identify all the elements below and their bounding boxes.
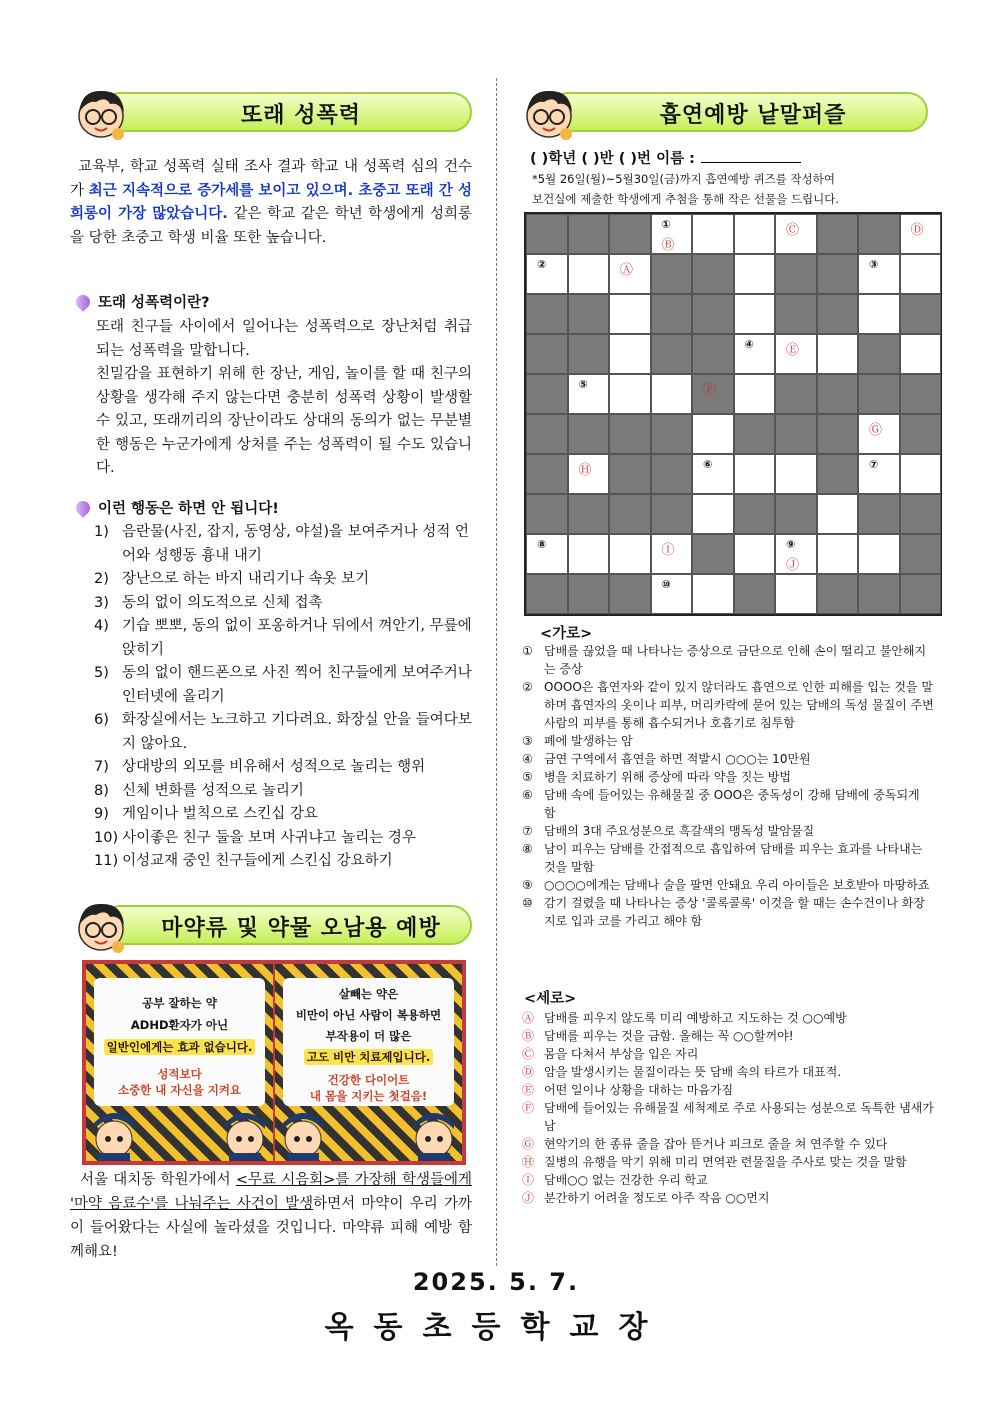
crossword-block-cell <box>651 334 693 374</box>
section-banner-drug-prevention <box>70 895 472 945</box>
student-info-label: ( )학년 ( )반 ( )번 이름 : <box>530 151 695 167</box>
poster-line: 건강한 다이어트 <box>327 1073 410 1087</box>
crossword-answer-cell[interactable] <box>609 374 651 414</box>
crossword-grid <box>524 212 942 616</box>
crossword-block-cell <box>775 374 817 414</box>
crossword-answer-cell[interactable] <box>734 454 776 494</box>
crossword-block-cell <box>609 414 651 454</box>
crossword-block-cell <box>568 214 610 254</box>
school-principal: 옥동초등학교장 <box>324 1310 668 1345</box>
crossword-block-cell <box>817 254 859 294</box>
crossword-answer-cell[interactable] <box>609 254 651 294</box>
section-banner-smoking-puzzle <box>518 82 928 132</box>
clue-text: 병을 치료하기 위해 증상에 따라 약을 짓는 방법 <box>544 770 791 784</box>
rule-text: 화장실에서는 노크하고 기다려요. 화장실 안을 들여다보지 않아요. <box>122 712 472 752</box>
crossword-answer-cell[interactable] <box>900 334 942 374</box>
rule-item <box>94 756 472 780</box>
crossword-block-cell <box>651 254 693 294</box>
poster-line: 살빼는 약은 <box>338 987 399 1001</box>
clue-text: 몸을 다쳐서 부상을 입은 자리 <box>544 1047 699 1061</box>
clue-text: 담배의 3대 주요성분으로 흑갈색의 맹독성 발암물질 <box>544 824 815 838</box>
banner-title: 흡연예방 낱말퍼즐 <box>659 103 847 128</box>
rule-item <box>94 850 472 874</box>
crossword-block-cell <box>692 254 734 294</box>
crossword-answer-cell[interactable] <box>692 414 734 454</box>
clue-item <box>522 768 934 786</box>
clue-key: Ⓗ <box>522 1155 535 1169</box>
clue-letter: Ⓗ <box>578 463 592 478</box>
clue-key: Ⓖ <box>522 1137 535 1151</box>
clue-key: Ⓒ <box>522 1047 535 1061</box>
crossword-answer-cell[interactable] <box>692 214 734 254</box>
clue-number: ③ <box>869 258 879 271</box>
crossword-block-cell <box>526 494 568 534</box>
clue-key: Ⓙ <box>522 1191 535 1205</box>
clue-letter: Ⓓ <box>910 223 924 238</box>
clue-key: ⑩ <box>522 896 533 910</box>
crossword-block-cell <box>858 494 900 534</box>
crossword-answer-cell[interactable] <box>858 534 900 574</box>
crossword-answer-cell[interactable] <box>900 454 942 494</box>
police-cartoon-icon <box>219 1103 271 1161</box>
crossword-answer-cell[interactable] <box>775 334 817 374</box>
crossword-answer-cell[interactable] <box>651 374 693 414</box>
subheading-text: 이런 행동은 하면 안 됩니다! <box>98 501 279 517</box>
clue-text: 담배를 끊었을 때 나타나는 증상으로 금단으로 인해 손이 떨리고 불안해지는 증상 <box>544 644 927 676</box>
clue-number: ④ <box>744 338 754 351</box>
rule-number: 7) <box>94 759 109 775</box>
crossword-block-cell <box>692 294 734 334</box>
rule-text: 음란물(사진, 잡지, 동영상, 야설)을 보여주거나 성적 언어와 성행동 흉내 내기 <box>122 524 469 564</box>
crossword-block-cell <box>734 574 776 614</box>
crossword-answer-cell[interactable] <box>734 294 776 334</box>
clue-key: ⑤ <box>522 770 533 784</box>
clue-item <box>522 1027 934 1045</box>
clue-text: 감기 걸렸을 때 나타나는 증상 '콜록콜록' 이것을 할 때는 손수건이나 화장지로 입과 코를 가리고 해야 함 <box>544 896 925 928</box>
poster-line: 비만이 아닌 사람이 복용하면 <box>295 1008 442 1022</box>
banner-title: 마약류 및 약물 오남용 예방 <box>161 916 441 941</box>
rule-number: 11) <box>94 853 119 869</box>
clue-text: 현악기의 한 종류 줄을 잡아 뜯거나 피크로 줄을 쳐 연주할 수 있다 <box>544 1137 888 1151</box>
gem-bullet-icon <box>73 292 93 312</box>
crossword-block-cell <box>609 214 651 254</box>
crossword-block-cell <box>734 494 776 534</box>
crossword-block-cell <box>692 534 734 574</box>
subheading-text: 또래 성폭력이란? <box>98 295 210 311</box>
drug-text-b: 하면서 마약이 우리 가까이 들어왔다는 사실에 놀라셨을 것입니다. 마약류 피해 예방 함께해요! <box>70 1196 472 1260</box>
clue-number: ⑥ <box>703 458 713 471</box>
poster-line: 내 몸을 지키는 첫걸음! <box>309 1089 428 1103</box>
clue-key: Ⓘ <box>522 1173 535 1187</box>
rule-text: 장난으로 하는 바지 내리기나 속옷 보기 <box>122 571 370 587</box>
clue-number: ⑦ <box>869 458 879 471</box>
crossword-answer-cell[interactable] <box>817 494 859 534</box>
column-divider <box>496 78 497 1266</box>
crossword-block-cell <box>568 294 610 334</box>
drug-text-a: 서울 대치동 학원가에서 <box>80 1172 236 1188</box>
clue-item <box>522 822 934 840</box>
across-clues <box>522 642 934 930</box>
poster-highlight: 일반인에게는 효과 없습니다. <box>104 1039 256 1055</box>
crossword-block-cell <box>775 414 817 454</box>
crossword-answer-cell[interactable] <box>568 374 610 414</box>
definition-paragraph-2: 친밀감을 표현하기 위해 한 장난, 게임, 놀이를 할 때 친구의 상황을 생각해 주지 않는다면 충분히 성폭력 상황이 발생할 수 있고, 또래끼리의 장난이라도 상대의 동의가 없는 무분별한 행동은 누군가에게 상처를 주는 성폭력이 될 수도 있습니다. <box>96 366 472 476</box>
clue-item <box>522 750 934 768</box>
crossword-block-cell <box>817 574 859 614</box>
clue-item <box>522 894 934 930</box>
crossword-block-cell <box>817 214 859 254</box>
crossword-answer-cell[interactable] <box>734 334 776 374</box>
clue-key: ⑥ <box>522 788 533 802</box>
quiz-note-1: *5월 26일(월)~5월30일(금)까지 흡연예방 퀴즈를 작성하여 <box>532 172 835 186</box>
crossword-block-cell <box>568 494 610 534</box>
clue-key: ④ <box>522 752 533 766</box>
rule-number: 8) <box>94 782 109 799</box>
crossword-block-cell <box>734 414 776 454</box>
crossword-answer-cell[interactable] <box>775 454 817 494</box>
subheading-dont <box>76 497 279 518</box>
rule-number: 10) <box>94 829 119 846</box>
clue-key: ⑧ <box>522 842 533 856</box>
clue-number: ⑤ <box>578 378 588 391</box>
student-info-line <box>530 147 801 168</box>
drug-news-paragraph <box>70 1168 472 1264</box>
police-cartoon-icon <box>88 1103 140 1161</box>
clue-text: 담배 속에 들어있는 유해물질 중 OOO은 중독성이 강해 담배에 중독되게 함 <box>544 788 920 820</box>
clue-number: ⑩ <box>661 578 671 591</box>
crossword-answer-cell[interactable] <box>609 534 651 574</box>
rule-text: 이성교재 중인 친구들에게 스킨십 강요하기 <box>122 853 393 869</box>
crossword-block-cell <box>775 254 817 294</box>
clue-text: 폐에 발생하는 암 <box>544 734 633 748</box>
rule-item <box>94 662 472 709</box>
crossword-answer-cell[interactable] <box>651 214 693 254</box>
crossword-block-cell <box>609 494 651 534</box>
rule-text: 동의 없이 의도적으로 신체 접촉 <box>122 594 323 611</box>
clue-text: 분간하기 어려울 정도로 아주 작음 ○○먼지 <box>544 1191 770 1205</box>
clue-letter: Ⓙ <box>786 558 800 573</box>
crossword-answer-cell[interactable] <box>692 494 734 534</box>
down-heading: <세로> <box>524 991 577 1007</box>
rule-number: 6) <box>94 712 109 728</box>
clue-item <box>522 840 934 876</box>
poster-line: 성적보다 <box>157 1067 202 1081</box>
crossword-answer-cell[interactable] <box>692 574 734 614</box>
across-heading: <가로> <box>540 626 593 642</box>
rule-text: 동의 없이 핸드폰으로 사진 찍어 친구들에게 보여주거나 인터넷에 올리기 <box>122 665 472 705</box>
clue-text: ○○○○에게는 담배나 술을 팔면 안돼요 우리 아이들은 보호받아 마땅하죠 <box>544 878 930 892</box>
rule-number: 2) <box>94 571 109 587</box>
crossword-block-cell <box>858 374 900 414</box>
crossword-block-cell <box>775 294 817 334</box>
intro-text-1: 교육부, 학교 성폭력 실태 조사 결과 학교 내 성폭력 심의 건수가 <box>70 159 472 199</box>
clue-number: ⑨ <box>786 538 796 551</box>
crossword-block-cell <box>651 454 693 494</box>
clue-item <box>522 1171 934 1189</box>
crossword-block-cell <box>526 334 568 374</box>
rules-list <box>94 521 472 874</box>
clue-item <box>522 732 934 750</box>
crossword-answer-cell[interactable] <box>734 214 776 254</box>
crossword-block-cell <box>900 534 942 574</box>
crossword-answer-cell[interactable] <box>775 574 817 614</box>
crossword-block-cell <box>651 414 693 454</box>
crossword-block-cell <box>609 574 651 614</box>
rule-text: 상대방의 외모를 비유해서 성적으로 놀리는 행위 <box>122 759 426 775</box>
drug-posters <box>82 960 466 1165</box>
rule-number: 4) <box>94 618 109 634</box>
clue-item <box>522 642 934 678</box>
crossword-block-cell <box>900 294 942 334</box>
crossword-answer-cell[interactable] <box>651 574 693 614</box>
rule-text: 게임이나 벌칙으로 스킨십 강요 <box>122 806 318 822</box>
intro-highlight: 최근 지속적으로 증가세를 보이고 있으며. 초중고 또래 간 성희롱이 가장 많았습니다. <box>70 182 472 222</box>
clue-letter: Ⓕ <box>703 383 717 398</box>
crossword-block-cell <box>858 214 900 254</box>
crossword-answer-cell[interactable] <box>858 254 900 294</box>
crossword-answer-cell[interactable] <box>568 534 610 574</box>
clue-item <box>522 1189 934 1207</box>
crossword-block-cell <box>526 374 568 414</box>
crossword-answer-cell[interactable] <box>734 254 776 294</box>
rule-item <box>94 780 472 804</box>
quiz-note-2: 보건실에 제출한 학생에게 추첨을 통해 작은 선물을 드립니다. <box>532 192 839 206</box>
clue-key: Ⓕ <box>522 1101 535 1115</box>
crossword-block-cell <box>900 574 942 614</box>
crossword-block-cell <box>900 374 942 414</box>
crossword-answer-cell[interactable] <box>692 454 734 494</box>
clue-number: ② <box>537 258 547 271</box>
boy-mascot-icon <box>70 895 132 957</box>
rule-item <box>94 568 472 592</box>
poster-adhd-drug <box>86 964 273 1161</box>
clue-key: Ⓔ <box>522 1083 535 1097</box>
crossword-block-cell <box>817 294 859 334</box>
crossword-block-cell <box>900 494 942 534</box>
rule-number: 3) <box>94 594 109 611</box>
crossword-block-cell <box>568 414 610 454</box>
crossword-block-cell <box>775 494 817 534</box>
clue-text: 담배○○ 없는 건강한 우리 학교 <box>544 1173 708 1187</box>
clue-key: Ⓑ <box>522 1029 535 1043</box>
crossword-answer-cell[interactable] <box>609 294 651 334</box>
poster-highlight: 고도 비만 치료제입니다. <box>304 1049 433 1065</box>
crossword-answer-cell[interactable] <box>775 214 817 254</box>
intro-text-2: 같은 학교 같은 학년 학생에게 성희롱을 당한 초중고 학생 비율 또한 높습니다. <box>70 206 472 246</box>
police-cartoon-icon <box>408 1103 460 1161</box>
crossword-answer-cell[interactable] <box>568 254 610 294</box>
poster-line: 공부 잘하는 약 <box>142 996 217 1010</box>
crossword-block-cell <box>651 494 693 534</box>
clue-letter: Ⓖ <box>869 423 883 438</box>
crossword-answer-cell[interactable] <box>858 414 900 454</box>
rule-item <box>94 803 472 827</box>
crossword-answer-cell[interactable] <box>526 534 568 574</box>
rule-item <box>94 709 472 756</box>
crossword-block-cell <box>692 374 734 414</box>
crossword-answer-cell[interactable] <box>734 534 776 574</box>
crossword-answer-cell[interactable] <box>651 534 693 574</box>
name-blank[interactable] <box>701 149 801 163</box>
rule-text: 기습 뽀뽀, 동의 없이 포옹하거나 뒤에서 껴안기, 무릎에 앉히기 <box>122 618 472 658</box>
clue-text: 담배를 피우는 것을 금함. 올해는 꼭 ○○할꺼야! <box>544 1029 794 1043</box>
intro-paragraph <box>70 156 472 250</box>
clue-item <box>522 1099 934 1135</box>
crossword-answer-cell[interactable] <box>817 534 859 574</box>
crossword-block-cell <box>568 334 610 374</box>
rule-text: 신체 변화를 성적으로 놀리기 <box>122 782 304 799</box>
clue-key: ⑨ <box>522 878 533 892</box>
clue-item <box>522 876 934 894</box>
rule-number: 9) <box>94 806 109 822</box>
crossword-answer-cell[interactable] <box>858 294 900 334</box>
crossword-answer-cell[interactable] <box>568 454 610 494</box>
clue-key: ③ <box>522 734 533 748</box>
rule-item <box>94 615 472 662</box>
crossword-answer-cell[interactable] <box>775 534 817 574</box>
clue-number: ① <box>661 218 671 231</box>
clue-number: ⑧ <box>537 538 547 551</box>
rule-number: 5) <box>94 665 109 681</box>
crossword-block-cell <box>900 414 942 454</box>
poster-text-box <box>283 978 454 1106</box>
crossword-block-cell <box>609 454 651 494</box>
poster-text-box <box>94 978 265 1106</box>
clue-item <box>522 786 934 822</box>
crossword-block-cell <box>817 414 859 454</box>
clue-letter: Ⓘ <box>661 543 675 558</box>
crossword-answer-cell[interactable] <box>609 334 651 374</box>
poster-line: ADHD환자가 아닌 <box>130 1018 229 1032</box>
crossword-block-cell <box>526 414 568 454</box>
banner-title: 또래 성폭력 <box>241 103 361 128</box>
crossword-block-cell <box>858 334 900 374</box>
clue-key: ⑦ <box>522 824 533 838</box>
clue-key: ② <box>522 680 533 694</box>
section-banner-peer-sexual-violence <box>70 82 472 132</box>
rule-text: 사이좋은 친구 둘을 보며 사귀냐고 놀리는 경우 <box>122 829 416 846</box>
clue-item <box>522 1153 934 1171</box>
clue-text: 질병의 유행을 막기 위해 미리 면역관 련물질을 주사로 맞는 것을 말함 <box>544 1155 907 1169</box>
down-clues <box>522 1009 934 1207</box>
crossword-answer-cell[interactable] <box>900 214 942 254</box>
clue-text: 담배를 피우지 않도록 미리 예방하고 지도하는 것 ○○예방 <box>544 1011 847 1025</box>
crossword-block-cell <box>651 294 693 334</box>
clue-key: Ⓓ <box>522 1065 535 1079</box>
clue-letter: Ⓒ <box>786 223 800 238</box>
crossword-answer-cell[interactable] <box>858 454 900 494</box>
crossword-answer-cell[interactable] <box>734 374 776 414</box>
clue-letter: Ⓐ <box>620 263 634 278</box>
clue-item <box>522 1063 934 1081</box>
boy-mascot-icon <box>518 82 580 144</box>
crossword-block-cell <box>858 574 900 614</box>
crossword-block-cell <box>692 334 734 374</box>
crossword-answer-cell[interactable] <box>900 254 942 294</box>
clue-key: ① <box>522 644 533 658</box>
clue-text: 어떤 일이나 상황을 대하는 마음가짐 <box>544 1083 734 1097</box>
crossword-block-cell <box>526 454 568 494</box>
rule-item <box>94 592 472 616</box>
crossword-block-cell <box>568 574 610 614</box>
gem-bullet-icon <box>73 498 93 518</box>
poster-diet-drug <box>275 964 462 1161</box>
clue-item <box>522 1045 934 1063</box>
poster-line: 부작용이 더 많은 <box>325 1029 412 1043</box>
clue-letter: Ⓑ <box>661 238 675 253</box>
poster-line: 소중한 내 자신을 지켜요 <box>117 1083 242 1097</box>
crossword-block-cell <box>526 214 568 254</box>
definition-paragraph-1: 또래 친구들 사이에서 일어나는 성폭력으로 장난처럼 취급되는 성폭력을 말합니다. <box>96 319 472 359</box>
boy-mascot-icon <box>70 82 132 144</box>
clue-letter: Ⓔ <box>786 343 800 358</box>
clue-item <box>522 1081 934 1099</box>
crossword-answer-cell[interactable] <box>817 334 859 374</box>
police-cartoon-icon <box>277 1103 329 1161</box>
crossword-block-cell <box>526 294 568 334</box>
clue-text: 담배에 들어있는 유해물질 세척제로 주로 사용되는 성분으로 독특한 냄새가 남 <box>544 1101 934 1133</box>
drug-text-underlined: <무료 시음회>를 가장해 학생들에게 '마약 음료수'를 나눠주는 사건이 발생 <box>70 1172 472 1212</box>
crossword-block-cell <box>817 454 859 494</box>
issue-date: 2025. 5. 7. <box>412 1268 580 1296</box>
clue-text: OOOO은 흡연자와 같이 있지 않더라도 흡연으로 인한 피해를 입는 것을 말하며 흡연자의 옷이나 피부, 머리카락에 묻어 있는 담배의 독성 물질이 주변 사람의 피부를 통해 흡수되거나 호흡기로 침투함 <box>544 680 934 730</box>
clue-key: Ⓐ <box>522 1011 535 1025</box>
clue-item <box>522 1009 934 1027</box>
rule-item <box>94 521 472 568</box>
clue-text: 금연 구역에서 흡연을 하면 적발시 ○○○는 10만원 <box>544 752 811 766</box>
crossword-block-cell <box>817 374 859 414</box>
rule-item <box>94 827 472 851</box>
clue-text: 남이 피우는 담배를 간접적으로 흡입하여 담배를 피우는 효과를 나타내는 것을 말함 <box>544 842 923 874</box>
subheading-what-is <box>76 291 210 312</box>
crossword-block-cell <box>526 574 568 614</box>
clue-text: 암을 발생시키는 물질이라는 뜻 담배 속의 타르가 대표적. <box>544 1065 842 1079</box>
clue-item <box>522 678 934 732</box>
clue-item <box>522 1135 934 1153</box>
crossword-answer-cell[interactable] <box>526 254 568 294</box>
rule-number: 1) <box>94 524 109 540</box>
